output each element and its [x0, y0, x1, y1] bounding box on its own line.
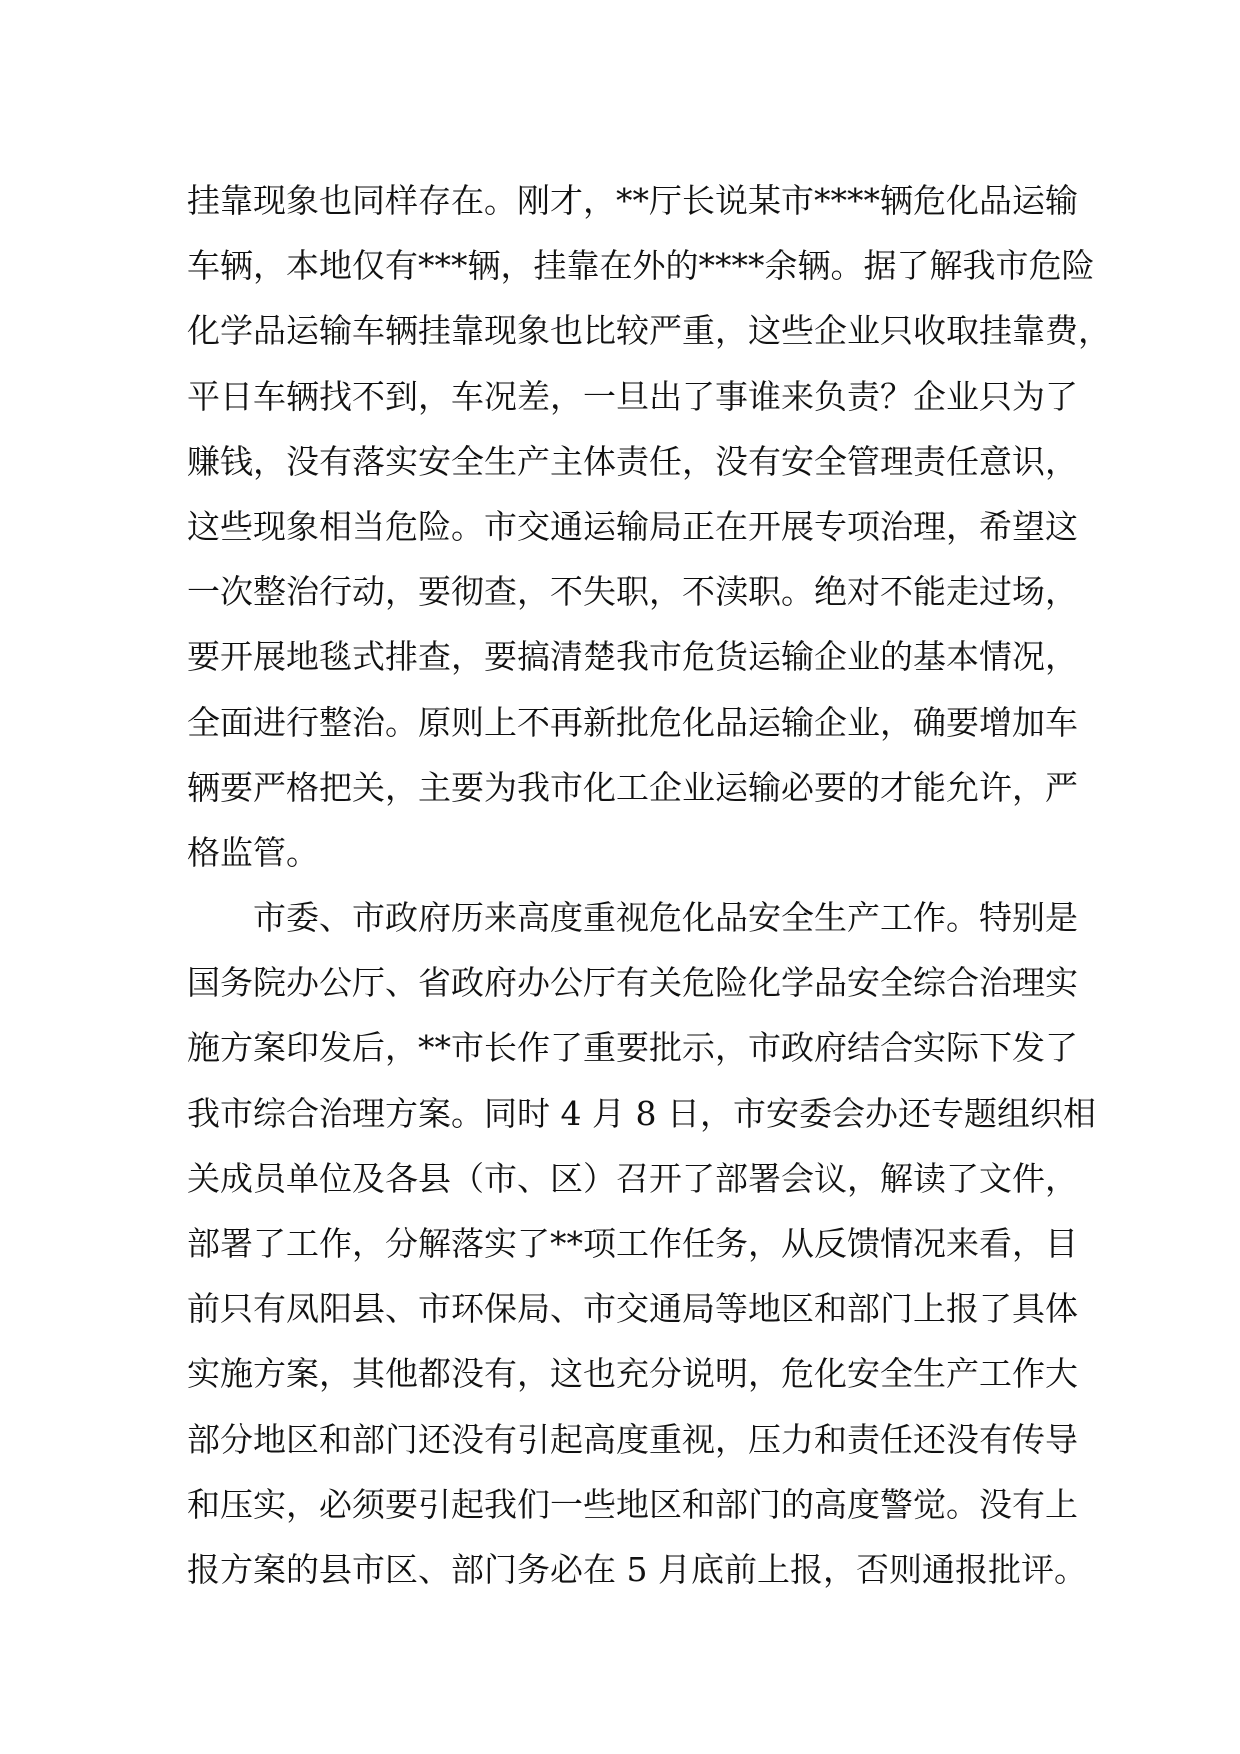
text-line: 前只有凤阳县、市环保局、市交通局等地区和部门上报了具体 [187, 1289, 1078, 1329]
text-line: 车辆，本地仅有***辆，挂靠在外的****余辆。据了解我市危险 [187, 246, 1095, 286]
text-line: 平日车辆找不到，车况差，一旦出了事谁来负责？企业只为了 [187, 376, 1078, 416]
text-line: 关成员单位及各县（市、区）召开了部署会议，解读了文件， [187, 1158, 1078, 1198]
text-line: 辆要严格把关，主要为我市化工企业运输必要的才能允许，严 [187, 767, 1078, 807]
text-line: 要开展地毯式排查，要搞清楚我市危货运输企业的基本情况， [187, 637, 1078, 677]
text-line: 实施方案，其他都没有，这也充分说明，危化安全生产工作大 [187, 1354, 1078, 1394]
text-line: 报方案的县市区、部门务必在 5 月底前上报，否则通报批评。 [187, 1549, 1087, 1589]
text-line: 挂靠现象也同样存在。刚才，**厅长说某市****辆危化品运输 [187, 181, 1078, 220]
text-line: 化学品运输车辆挂靠现象也比较严重，这些企业只收取挂靠费， [187, 311, 1111, 351]
text-line: 部分地区和部门还没有引起高度重视，压力和责任还没有传导 [187, 1419, 1078, 1459]
text-line: 全面进行整治。原则上不再新批危化品运输企业，确要增加车 [187, 702, 1078, 742]
text-line: 施方案印发后，**市长作了重要批示，市政府结合实际下发了 [187, 1028, 1078, 1068]
text-line: 我市综合治理方案。同时 4 月 8 日，市安委会办还专题组织相 [187, 1093, 1096, 1133]
text-line: 赚钱，没有落实安全生产主体责任，没有安全管理责任意识， [187, 441, 1078, 481]
text-line: 这些现象相当危险。市交通运输局正在开展专项治理，希望这 [187, 506, 1078, 546]
text-line: 和压实，必须要引起我们一些地区和部门的高度警觉。没有上 [187, 1484, 1078, 1524]
text-line: 一次整治行动，要彻查，不失职，不渎职。绝对不能走过场， [187, 572, 1078, 612]
text-line: 格监管。 [187, 832, 319, 872]
paragraph-1 [187, 168, 1111, 885]
text-line: 部署了工作，分解落实了**项工作任务，从反馈情况来看，目 [187, 1224, 1078, 1263]
body-text [187, 168, 1111, 1602]
text-line: 国务院办公厅、省政府办公厅有关危险化学品安全综合治理实 [187, 963, 1078, 1003]
paragraph-2 [187, 885, 1096, 1602]
text-line: 市委、市政府历来高度重视危化品安全生产工作。特别是 [253, 898, 1078, 938]
